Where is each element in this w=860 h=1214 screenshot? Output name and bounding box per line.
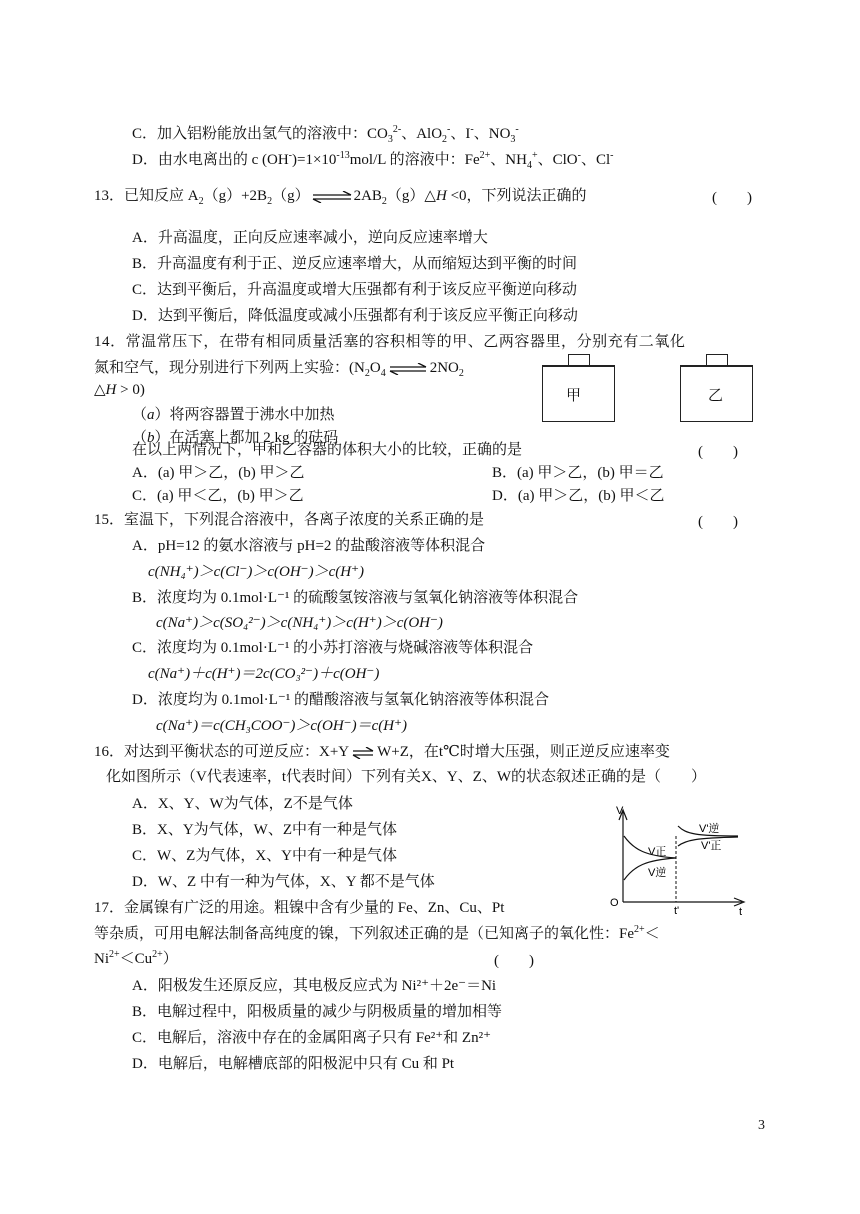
q14-stem-line2: 氮和空气，现分别进行下列两上实验：($N_2O_4$ $2NO_2$ — [94, 360, 464, 379]
q17-option-b: B．电解过程中，阳极质量的减少与阴极质量的增加相等 — [132, 1004, 503, 1020]
q14-answer-blank[interactable]: ( ) — [698, 444, 738, 460]
q14-option-d: D．(a) 甲＞乙，(b) 甲＜乙 — [492, 488, 665, 504]
t-prime-label: t' — [674, 905, 680, 916]
q13-option-d: D．达到平衡后，降低温度或减小压强都有利于该反应平衡正向移动 — [132, 308, 578, 324]
q15-stem: 15．室温下，下列混合溶液中，各离子浓度的关系正确的是 — [94, 512, 485, 528]
equilibrium-arrow-icon — [311, 191, 353, 203]
q17-stem-line3: $Ni^{2+}<Cu^{2+}$） — [94, 949, 178, 967]
q15-option-b: B．浓度均为 0.1mol·L⁻¹ 的硫酸氢铵溶液与氢氧化钠溶液等体积混合 — [132, 590, 579, 606]
v-prime-forward-label: V'正 — [701, 840, 722, 852]
q13-stem: 13．已知反应 $A_2(g)+2B_2(g)$ $2AB_2(g)\triangle H <0$，下列说法正确的 — [94, 188, 587, 207]
x-axis-label: t — [739, 906, 743, 916]
container-label: 甲 — [566, 388, 582, 404]
q12-option-d: D．由水电离出的 c $(OH^-)=1\times 10^{-13}mol/L$ 的溶液中：$Fe^{2+}$、$NH_4^+$、ClO-、Cl- — [132, 150, 614, 171]
q15-option-a-equation: c(NH₄⁺)＞c(Cl⁻)＞c(OH⁻)＞c(H⁺) — [148, 564, 364, 580]
v-prime-reverse-label: V'逆 — [699, 823, 720, 835]
v-forward-label: V正 — [648, 846, 667, 858]
q15-option-b-equation: c(Na⁺)＞c(SO₄²⁻)＞c(NH₄⁺)＞c(H⁺)＞c(OH⁻) — [156, 615, 443, 631]
q17-answer-blank[interactable]: ( ) — [494, 953, 534, 969]
q14-experiment-a: （a）将两容器置于沸水中加热 — [132, 407, 335, 423]
page-number: 3 — [758, 1118, 765, 1133]
q14-option-c: C．(a) 甲＜乙，(b) 甲＞乙 — [132, 488, 304, 504]
q17-option-a: A．阳极发生还原反应，其电极反应式为 Ni²⁺＋2e⁻＝Ni — [132, 978, 497, 994]
q15-option-d-equation: c(Na⁺)＝c(CH₃COO⁻)＞c(OH⁻)＝c(H⁺) — [156, 718, 407, 734]
q15-option-c: C．浓度均为 0.1mol·L⁻¹ 的小苏打溶液与烧碱溶液等体积混合 — [132, 640, 534, 656]
q14-experiment-b: （b）在活塞上都加 2 kg 的砝码 — [132, 430, 339, 446]
rate-time-graph — [604, 800, 754, 916]
q16-stem-line1: 16．对达到平衡状态的可逆反应：X+Y W+Z，在t℃时增大压强，则正逆反应速率变 — [94, 744, 670, 760]
q14-stem-line1: 14．常温常压下，在带有相同质量活塞的容积相等的甲、乙两容器里，分别充有二氧化 — [94, 334, 686, 350]
q12-option-c: C．加入铝粉能放出氢气的溶液中：$CO_3^{2-}$、AlO$_2$-、I-、$NO_3^-$ — [132, 124, 519, 145]
equilibrium-arrow-icon — [388, 363, 428, 375]
v-reverse-label: V逆 — [648, 867, 667, 879]
q14-option-b: B．(a) 甲＞乙，(b) 甲＝乙 — [492, 465, 664, 481]
q15-answer-blank[interactable]: ( ) — [698, 514, 738, 530]
q16-option-a: A．X、Y、W为气体，Z不是气体 — [132, 796, 353, 812]
q17-stem-line1: 17．金属镍有广泛的用途。粗镍中含有少量的 Fe、Zn、Cu、Pt — [94, 900, 505, 916]
q17-option-c: C．电解后，溶液中存在的金属阳离子只有 Fe²⁺和 Zn²⁺ — [132, 1030, 491, 1046]
container-label: 乙 — [708, 388, 724, 404]
q16-stem-line2: 化如图所示（V代表速率，t代表时间）下列有关X、Y、Z、W的状态叙述正确的是（ ） — [106, 769, 706, 785]
q16-option-c: C．W、Z为气体，X、Y中有一种是气体 — [132, 848, 397, 864]
q17-option-d: D．电解后，电解槽底部的阳极泥中只有 Cu 和 Pt — [132, 1056, 455, 1072]
q14-stem-line3: △H > 0) — [94, 382, 145, 398]
q13-option-a: A．升高温度，正向反应速率减小，逆向反应速率增大 — [132, 230, 488, 246]
origin-label: O — [610, 897, 619, 909]
q14-question: 在以上两情况下，甲和乙容器的体积大小的比较，正确的是 — [132, 442, 523, 458]
q13-option-b: B．升高温度有利于正、逆反应速率增大，从而缩短达到平衡的时间 — [132, 256, 578, 272]
q15-option-d: D．浓度均为 0.1mol·L⁻¹ 的醋酸溶液与氢氧化钠溶液等体积混合 — [132, 692, 549, 708]
q13-option-c: C．达到平衡后，升高温度或增大压强都有利于该反应平衡逆向移动 — [132, 282, 578, 298]
y-axis-label: V — [616, 805, 624, 817]
equilibrium-arrow-icon — [351, 747, 375, 759]
q14-option-a: A．(a) 甲＞乙，(b) 甲＞乙 — [132, 465, 305, 481]
q16-option-d: D．W、Z 中有一种为气体，X、Y 都不是气体 — [132, 874, 435, 890]
q15-option-a: A．pH=12 的氨水溶液与 pH=2 的盐酸溶液等体积混合 — [132, 538, 486, 554]
q16-option-b: B．X、Y为气体，W、Z中有一种是气体 — [132, 822, 397, 838]
q13-answer-blank[interactable]: ( ) — [712, 190, 752, 206]
q17-stem-line2: 等杂质，可用电解法制备高纯度的镍，下列叙述正确的是（已知离子的氧化性：$Fe^{2+}<$ — [94, 924, 660, 942]
q15-option-c-equation: c(Na⁺)＋c(H⁺)＝2c(CO₃²⁻)＋c(OH⁻) — [148, 666, 380, 682]
